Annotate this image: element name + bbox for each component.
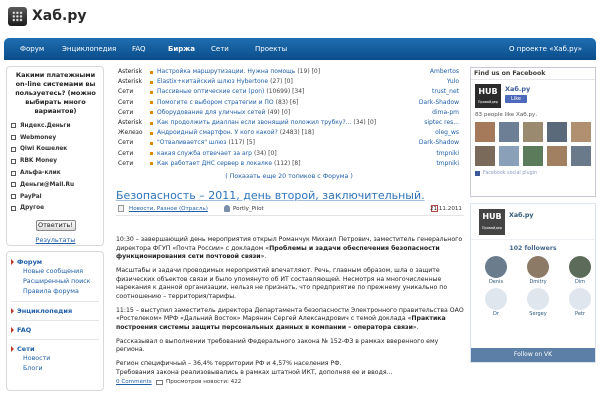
vk-follow-button[interactable]: Follow on VK [471,348,595,362]
nav-encyclopedia[interactable]: Энциклопедия [62,45,117,53]
bullet-icon [150,142,153,145]
bullet-icon [150,162,153,165]
poll-option-label: RBK Money [20,158,57,165]
topic-title[interactable]: Настройка маршрутизации. Нужна помощь [157,68,296,75]
hub-logo[interactable]: HUB Провайдер [475,84,501,108]
divider [11,320,99,321]
poll-option[interactable] [11,191,100,203]
poll-option[interactable] [11,144,100,156]
topic-category: Железо [118,129,143,137]
facebook-plugin-note: Facebook social plugin [471,171,595,176]
poll-option[interactable] [11,167,100,179]
checkbox[interactable] [11,171,16,176]
poll-option[interactable] [11,179,100,191]
default-avatar-icon [527,288,549,310]
topic-row [116,149,462,159]
left-nav-menu [6,251,104,391]
topic-user[interactable]: Yulo [446,78,459,86]
avatar[interactable] [523,146,543,166]
default-avatar-icon [569,288,591,310]
forum-topics [116,67,462,180]
avatar[interactable] [499,122,519,142]
vk-follower[interactable]: Dmitry [519,256,557,286]
comments-link[interactable]: 0 Comments [116,378,152,385]
leftnav-new-messages[interactable]: Новые сообщения [23,268,83,275]
vk-follower[interactable]: Denis [477,256,515,286]
article-author[interactable]: Portly_Pilot [233,206,264,212]
poll-option-label: Qiwi Кошелек [20,146,68,153]
topic-user[interactable]: siptec res... [424,118,459,126]
topic-user[interactable]: Dark-Shadow [418,139,459,147]
topic-row [116,98,462,108]
poll-option[interactable] [11,132,100,144]
right-sidebar [470,67,596,363]
avatar[interactable] [571,146,591,166]
views-icon [156,380,163,385]
article-paragraph: Рассказывал о выполнении требований Федерального закона № 152-ФЗ в рамках вверенного ему региона. [116,337,439,354]
topic-count: (34) [0] [353,118,377,126]
facebook-faces [471,120,595,168]
avatar [569,256,591,278]
topic-user[interactable]: Dark-Shadow [418,98,459,106]
topic-row [116,118,462,128]
topic-title[interactable]: какая служба отвечает за arp [157,149,252,157]
poll-option-label: Яндекс.Деньги [20,122,71,129]
divider [11,339,99,340]
topic-title[interactable]: Оборудование для уличных сетей [157,108,266,116]
facebook-page-name[interactable]: Хаб.ру [505,85,531,93]
topic-category: Asterisk [118,118,143,126]
topic-title[interactable]: Андроидный смартфон. У кого какой? [157,129,278,137]
arrow-icon [11,308,14,314]
topic-row [116,128,462,138]
bullet-icon [150,81,153,84]
site-header [0,0,600,38]
poll-option-label: Другое [20,205,45,212]
leftnav-news[interactable]: Новости [23,355,51,362]
article-tags[interactable]: Новости, Разное (Отрасль) [129,206,208,212]
leftnav-blogs[interactable]: Блоги [23,365,43,372]
checkbox[interactable] [11,135,16,140]
article-meta [116,204,464,216]
bullet-icon [150,132,153,135]
leftnav-label: FAQ [17,326,32,334]
avatar[interactable] [475,122,495,142]
arrow-icon [11,327,14,333]
leftnav-networks[interactable] [11,344,99,354]
checkbox[interactable] [11,182,16,187]
facebook-header: Find us on Facebook [471,68,595,80]
left-sidebar [6,66,104,391]
vk-follower[interactable]: Sergey [519,288,557,318]
vote-button[interactable]: Ответить! [36,220,76,231]
topic-count: (112) [8] [274,159,301,167]
checkbox[interactable] [11,206,16,211]
nav-projects[interactable]: Проекты [255,45,288,53]
avatar [527,256,549,278]
topic-row [116,159,462,169]
leftnav-encyclopedia[interactable] [11,306,99,316]
article-paragraph: Масштабы и задачи проводимых мероприятий впечатляют. Речь, главным образом, шла о защите физических объектов связи и было упомянуто об ИТ составляющей. Несмотря на многочисленные нарекания к данной организации, нельзя не признать, что предприятие по прежнему уникально по соотношению – территория/тарифы. [116,267,448,300]
nav-networks[interactable]: Сети [211,45,229,53]
arrow-icon [11,346,14,352]
poll-option-label: Альфа-клик [20,170,61,177]
article-title[interactable]: Безопасность – 2011, день второй, заключительный. [116,189,425,202]
bullet-icon [150,122,153,125]
vk-follower[interactable]: Dr [477,288,515,318]
vk-group-name[interactable]: Хаб.ру [509,212,534,219]
facebook-page [471,80,595,110]
vk-group-avatar[interactable]: HUB Провайдер [479,209,505,235]
checkbox[interactable] [11,147,16,152]
topic-row [116,87,462,97]
leftnav-forum[interactable] [11,257,99,267]
facebook-like-button[interactable]: Like [505,95,527,103]
facebook-icon [475,171,480,176]
facebook-likes-count: 83 people like Хаб.ру. [475,112,538,118]
poll-widget [6,66,104,246]
site-logo[interactable] [8,6,86,26]
divider [11,301,99,302]
poll-option[interactable] [11,203,100,215]
topic-title[interactable]: Как продолжить диаллан если звонящий положил трубку?... [157,118,352,126]
news-article [116,188,464,389]
topic-title[interactable]: Elastix+китайский шлюз Hybertone [157,78,269,86]
topic-count: (83) [6] [275,98,299,106]
show-more-topics-link[interactable]: ( Показать еще 20 топиков с Форума ) [225,172,353,180]
avatar[interactable] [523,122,543,142]
topic-count: (10699) [34] [266,88,305,96]
vk-widget [470,203,596,363]
topic-count: (117) [5] [228,139,256,147]
nav-exchange[interactable]: Биржа [168,45,195,53]
avatar[interactable] [547,146,567,166]
article-date: 21.11.2011 [429,206,462,212]
nav-about[interactable]: О проекте «Хаб.ру» [509,45,582,53]
topic-row [116,67,462,77]
topic-user[interactable]: dima-pm [432,108,459,116]
vk-header [471,204,595,240]
poll-question: Какими платежными on-line системами вы пользуетесь? (можно выбирать много вариантов) [15,71,96,115]
checkbox[interactable] [11,159,16,164]
poll-option-label: PayPal [20,193,42,200]
leftnav-advanced-search[interactable]: Расширенный поиск [23,278,91,285]
avatar[interactable] [499,146,519,166]
topic-category: Asterisk [118,68,143,75]
avatar [485,256,507,278]
topic-row [116,77,462,87]
leftnav-label: Энциклопедия [17,307,73,315]
topic-category: Сети [118,149,134,157]
checkbox[interactable] [11,194,16,199]
leftnav-label: Сети [17,345,35,353]
leftnav-label: Форум [17,258,43,266]
avatar[interactable] [475,146,495,166]
article-body [116,236,464,378]
bullet-icon [150,111,153,114]
poll-option-label: Деньги@Mail.Ru [20,181,75,188]
views-count: Просмотров новости: 422 [166,378,242,385]
topic-category: Сети [118,108,134,116]
checkbox[interactable] [11,123,16,128]
poll-option[interactable] [11,120,100,132]
topic-title[interactable]: "Отваливается" шлюз [157,139,227,147]
topic-category: Сети [118,88,134,96]
logo-mark-icon [8,7,27,26]
poll-option-label: Webmoney [20,134,57,141]
document-icon [118,205,124,212]
topic-user[interactable]: Ambertos [429,68,459,75]
bullet-icon [150,71,153,74]
leftnav-forum-rules[interactable]: Правила форума [23,288,79,295]
leftnav-faq[interactable] [11,325,99,335]
vk-follower[interactable]: Petr [561,288,599,318]
topic-row [116,138,462,148]
topic-category: Asterisk [118,78,143,86]
nav-faq[interactable]: FAQ [132,45,146,53]
topic-user[interactable]: tmpniki [436,149,459,157]
topic-count: (19) [0] [297,68,321,75]
main-nav [4,38,596,60]
article-footer [116,379,464,389]
topic-category: Сети [118,98,134,106]
vk-follower[interactable]: Dim [561,256,599,286]
default-avatar-icon [485,288,507,310]
topic-user[interactable]: tmpniki [436,159,459,167]
bullet-icon [150,101,153,104]
topic-title[interactable]: Пассивные оптические сети (pon) [157,88,265,96]
topic-count: (49) [0] [267,108,291,116]
bullet-icon [150,152,153,155]
topic-count: (2483) [18] [279,129,314,137]
avatar[interactable] [571,122,591,142]
avatar[interactable] [547,122,567,142]
user-icon [224,205,230,212]
poll-results-link[interactable]: Результаты [35,236,76,245]
article-paragraph: Регион специфичный – 36,4% территории РФ и 4,57% населения РФ. Требования закона реализовывались в рамках штатной ИКТ, дополняя ее и вводя... [116,360,393,376]
topic-category: Сети [118,159,134,167]
topic-title[interactable]: Помогите с выбором стратегии и ПО [157,98,274,106]
site-title: Хаб.ру [32,8,87,24]
vk-followers-count: 102 followers [509,245,557,252]
article-paragraph: 11:15 – выступил заместитель директора Департамента безопасности Электронного правительства ОАО «Ростелеком» МРФ «Дальний Восток» Марянин Сергей Александрович с темой доклада «Практика построения системы защиты персональных данных в компании – оператора связи». [116,306,464,331]
article-paragraph: 10:30 – завершающий день мероприятия открыл Романчук Михаил Петрович, заместитель генерального директора ФГУП «Почта России» с докладом «Проблемы и задачи обеспечения безопасности функционирования сети почтовой связи». [116,236,463,261]
topic-user[interactable]: trust_net [432,88,459,96]
vk-followers-grid [471,252,595,318]
topic-count: (27) [0] [270,78,293,86]
topic-title[interactable]: Как работает ДНС сервер в локалке [157,159,273,167]
topic-count: (34) [0] [253,149,277,157]
nav-forum[interactable]: Форум [20,45,45,53]
topic-category: Сети [118,139,134,147]
bullet-icon [150,91,153,94]
topic-row [116,108,462,118]
topic-user[interactable]: oleg_ws [435,129,459,137]
arrow-icon [11,259,14,265]
facebook-widget [470,67,596,197]
poll-option[interactable] [11,155,100,167]
